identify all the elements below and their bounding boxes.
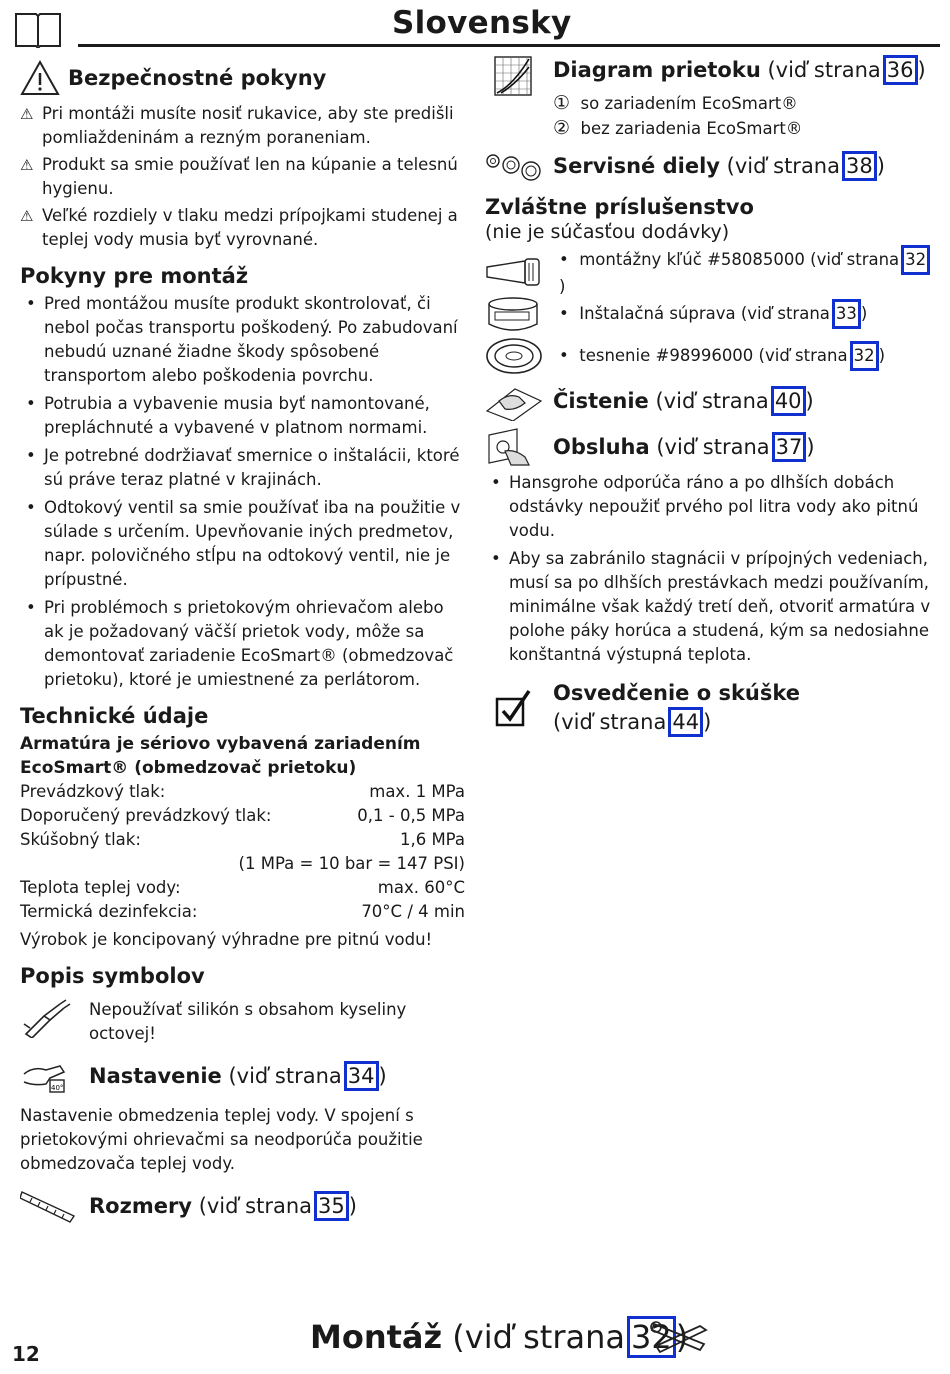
- page-link-33[interactable]: 33: [832, 299, 861, 329]
- adjust-row: [20, 1056, 465, 1096]
- dims-heading: Rozmery (viď strana 35 ): [89, 1191, 357, 1221]
- safety-item: ⚠ Veľké rozdiely v tlaku medzi prípojkami studenej a teplej vody musia byť vyrovnané.: [20, 204, 465, 252]
- header-divider: [78, 44, 940, 47]
- page-title: Slovensky: [392, 5, 572, 41]
- page-link-37[interactable]: 37: [772, 432, 807, 462]
- cleaning-hand-icon: [485, 381, 543, 421]
- operation-list: [485, 471, 935, 667]
- right-column: [485, 55, 935, 737]
- table-row: Termická dezinfekcia: 70°C / 4 min: [20, 902, 465, 921]
- page-link-40[interactable]: 40: [771, 386, 806, 416]
- list-item: • Inštalačná súprava (viď strana 33 ): [485, 293, 935, 335]
- cleaning-row: [485, 381, 935, 421]
- dims-row: [20, 1188, 465, 1224]
- flow-list: [553, 91, 926, 141]
- safety-item: ⚠ Pri montáži musíte nosiť rukavice, aby ste predišli pomliaždeninám a rezným poraneniam.: [20, 102, 465, 150]
- operation-hand-icon: [485, 427, 543, 467]
- page-number: 12: [12, 1342, 40, 1366]
- table-row: (1 MPa = 10 bar = 147 PSI): [238, 854, 465, 873]
- svg-text:40°: 40°: [51, 1084, 64, 1092]
- flow-heading: Diagram prietoku (viď strana 36 ): [553, 55, 926, 85]
- tech-subtitle: Armatúra je sériovo vybavená zariadením EcoSmart® (obmedzovač prietoku): [20, 734, 421, 778]
- warning-icon: ⚠: [20, 105, 34, 123]
- page-link-38[interactable]: 38: [842, 151, 877, 181]
- mounting-key-icon: [485, 255, 543, 289]
- warning-icon: [20, 60, 60, 96]
- list-item: • tesnenie #98996000 (viď strana 32 ): [485, 335, 935, 377]
- page-link-34[interactable]: 34: [344, 1061, 379, 1091]
- flow-content: [553, 55, 926, 141]
- spare-parts-icon: [485, 149, 541, 183]
- list-item: • Aby sa zabránilo stagnácii v prípojných vedeniach, musí sa po dlhších prestávkach medzi používaním, minimálne však každý tretí deň, otvoriť armatúra v polohe páky horúca a studená, kým sa nedosiahne konštantná výstupná teplota.: [485, 547, 935, 667]
- symbols-title: Popis symbolov: [20, 964, 205, 988]
- list-item: • Pri problémoch s prietokovým ohrievačom alebo ak je požadovaný väčší prietok vody, môže sa demontovať zariadenie EcoSmart® (obmedzovač prietoku), ktoré je umiestnené za perlátorom.: [20, 596, 465, 692]
- table-row: Skúšobný tlak: 1,6 MPa: [20, 830, 465, 849]
- page-link-36[interactable]: 36: [883, 55, 918, 85]
- installation-kit-icon: [485, 296, 543, 332]
- left-column: [20, 60, 465, 1224]
- hand-adjust-icon: [20, 1056, 72, 1096]
- checkbox-icon: [493, 689, 533, 729]
- certificate-title: Osvedčenie o skúške: [553, 681, 801, 705]
- list-item: ② bez zariadenia EcoSmart®: [553, 117, 803, 139]
- page-link-44[interactable]: 44: [668, 707, 703, 737]
- safety-header: [20, 60, 465, 96]
- silicone-row: [20, 998, 465, 1046]
- flow-row: [485, 55, 935, 141]
- service-heading: Servisné diely (viď strana 38 ): [553, 151, 885, 181]
- page-link-35[interactable]: 35: [314, 1191, 349, 1221]
- safety-list: [20, 102, 465, 252]
- tech-table: [20, 780, 465, 924]
- certificate-content: Osvedčenie o skúške (viď strana 44 ): [553, 681, 800, 737]
- safety-item: ⚠ Produkt sa smie používať len na kúpanie a telesnú hygienu.: [20, 153, 465, 201]
- list-item: • Hansgrohe odporúča ráno a po dlhších dobách odstávky nepoužiť prvého pol litra vody ako pitnú vodu.: [485, 471, 935, 543]
- list-item: • Potrubia a vybavenie musia byť namontované, prepláchnuté a vybavené v platnom normami.: [20, 392, 465, 440]
- warning-icon: ⚠: [20, 207, 34, 225]
- certificate-row: [485, 681, 935, 737]
- mounting-notes-list: [20, 292, 465, 692]
- warning-icon: ⚠: [20, 156, 34, 174]
- accessories-list: [485, 251, 935, 377]
- service-row: [485, 149, 935, 183]
- list-item: • Je potrebné dodržiavať smernice o inštalácii, ktoré sú práve teraz platné v krajinách.: [20, 444, 465, 492]
- list-item: • montážny kľúč #58085000 (viď strana 32): [485, 251, 935, 293]
- list-item: • Pred montážou musíte produkt skontrolovať, či nebol počas transportu poškodený. Po zabudovaní nebudú uznané žiadne škody spôsobené transportom alebo poškodenia povrchu.: [20, 292, 465, 388]
- book-icon: [14, 10, 62, 52]
- wrench-screwdriver-icon: [650, 1318, 710, 1358]
- accessories-title: Zvláštne príslušenstvo: [485, 195, 754, 219]
- list-item: • Odtokový ventil sa smie používať iba na použitie v súlade s určením. Upevňovanie iných predmetov, napr. polovičného stĺpu na odtokový ventil, nie je prípustné.: [20, 496, 465, 592]
- table-row: Prevádzkový tlak: max. 1 MPa: [20, 782, 465, 801]
- operation-row: [485, 427, 935, 467]
- accessories-subtitle: (nie je súčasťou dodávky): [485, 221, 730, 243]
- safety-title: Bezpečnostné pokyny: [68, 66, 327, 90]
- mounting-notes-title: Pokyny pre montáž: [20, 264, 249, 288]
- silicone-gun-icon: [20, 998, 72, 1038]
- table-row: Teplota teplej vody: max. 60°C: [20, 878, 465, 897]
- flow-diagram-icon: [493, 55, 533, 97]
- adjust-text: Nastavenie obmedzenia teplej vody. V spojení s prietokovými ohrievačmi sa neodporúča použitie obmedzovača teplej vody.: [20, 1106, 423, 1173]
- ruler-icon: [20, 1188, 76, 1224]
- silicone-text: Nepoužívať silikón s obsahom kyseliny octovej!: [89, 1000, 407, 1043]
- adjust-heading: Nastavenie (viď strana 34 ): [89, 1061, 387, 1091]
- seal-ring-icon: [485, 337, 543, 375]
- tech-note: Výrobok je koncipovaný výhradne pre pitnú vodu!: [20, 930, 433, 949]
- operation-heading: Obsluha (viď strana 37 ): [553, 432, 815, 462]
- table-row: Doporučený prevádzkový tlak: 0,1 - 0,5 MPa: [20, 806, 465, 825]
- footer-heading: Montáž (viď strana 32 ): [310, 1318, 689, 1356]
- tech-title: Technické údaje: [20, 704, 209, 728]
- page-link-32-footer[interactable]: 32: [627, 1316, 676, 1358]
- cleaning-heading: Čistenie (viď strana 40 ): [553, 386, 814, 416]
- list-item: ① so zariadením EcoSmart®: [553, 92, 798, 114]
- page-link-32[interactable]: 32: [901, 245, 930, 275]
- page-link-32b[interactable]: 32: [850, 341, 879, 371]
